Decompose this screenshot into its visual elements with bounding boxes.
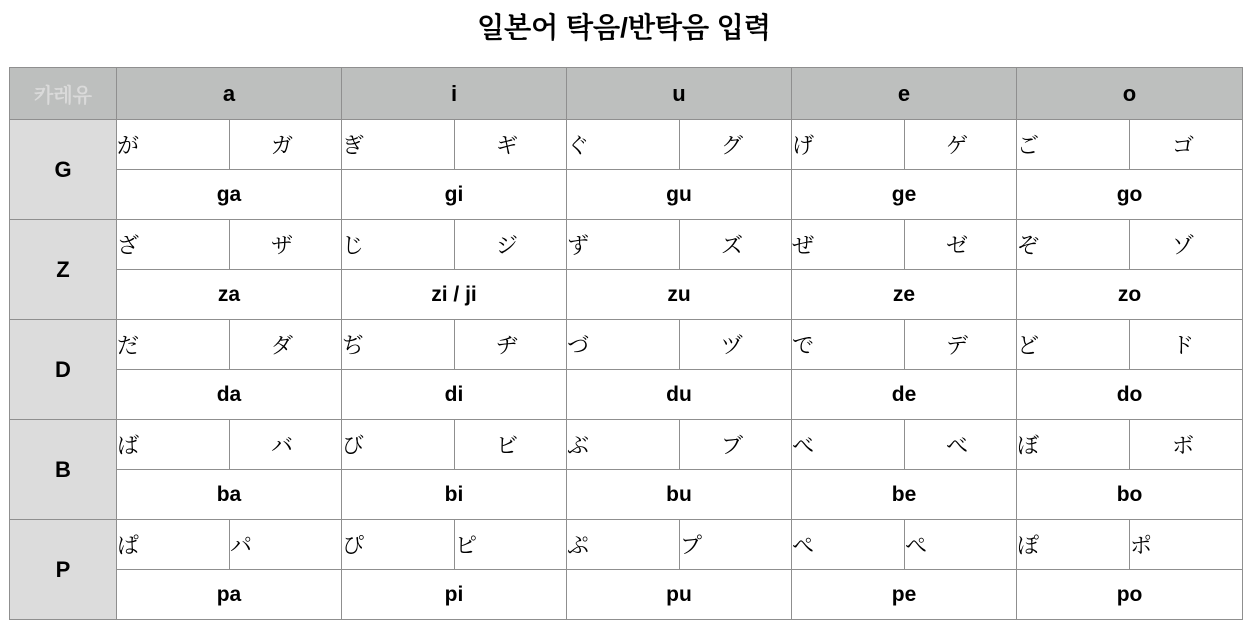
vowel-header-e: e (792, 68, 1017, 120)
katakana-zo: ゾ (1130, 220, 1243, 270)
hiragana-zu: ず (567, 220, 680, 270)
hiragana-da: だ (117, 320, 230, 370)
katakana-go: ゴ (1130, 120, 1243, 170)
katakana-za: ザ (230, 220, 342, 270)
katakana-gu: グ (680, 120, 792, 170)
katakana-pi: ピ (455, 520, 567, 570)
kana-row-z (10, 220, 1243, 270)
katakana-pu: プ (680, 520, 792, 570)
hiragana-gi: ぎ (342, 120, 455, 170)
katakana-ba: バ (230, 420, 342, 470)
romaji-da: da (117, 370, 342, 420)
hiragana-po: ぽ (1017, 520, 1130, 570)
consonant-label-g: G (10, 120, 117, 220)
katakana-da: ダ (230, 320, 342, 370)
katakana-di: ヂ (455, 320, 567, 370)
katakana-bu: ブ (680, 420, 792, 470)
hiragana-de: で (792, 320, 905, 370)
romaji-pu: pu (567, 570, 792, 620)
katakana-ze: ゼ (905, 220, 1017, 270)
romaji-de: de (792, 370, 1017, 420)
consonant-label-b: B (10, 420, 117, 520)
hiragana-pi: ぴ (342, 520, 455, 570)
romaji-go: go (1017, 170, 1243, 220)
romaji-bu: bu (567, 470, 792, 520)
header-row (10, 68, 1243, 120)
hiragana-pe: ぺ (792, 520, 905, 570)
katakana-gi: ギ (455, 120, 567, 170)
romaji-row-z (10, 270, 1243, 320)
kana-row-b (10, 420, 1243, 470)
romaji-ba: ba (117, 470, 342, 520)
hiragana-bi: び (342, 420, 455, 470)
hiragana-za: ざ (117, 220, 230, 270)
romaji-gi: gi (342, 170, 567, 220)
hiragana-go: ご (1017, 120, 1130, 170)
romaji-row-g (10, 170, 1243, 220)
katakana-pa: パ (230, 520, 342, 570)
consonant-label-z: Z (10, 220, 117, 320)
romaji-ga: ga (117, 170, 342, 220)
dakuon-table (9, 67, 1243, 620)
romaji-za: za (117, 270, 342, 320)
hiragana-ge: げ (792, 120, 905, 170)
kana-row-p (10, 520, 1243, 570)
kana-row-g (10, 120, 1243, 170)
hiragana-di: ぢ (342, 320, 455, 370)
hiragana-gu: ぐ (567, 120, 680, 170)
hiragana-be: べ (792, 420, 905, 470)
romaji-row-d (10, 370, 1243, 420)
romaji-bi: bi (342, 470, 567, 520)
romaji-pe: pe (792, 570, 1017, 620)
romaji-di: di (342, 370, 567, 420)
hiragana-pu: ぷ (567, 520, 680, 570)
consonant-label-p: P (10, 520, 117, 620)
romaji-zi: zi / ji (342, 270, 567, 320)
romaji-row-b (10, 470, 1243, 520)
vowel-header-o: o (1017, 68, 1243, 120)
kana-row-d (10, 320, 1243, 370)
vowel-header-u: u (567, 68, 792, 120)
katakana-po: ポ (1130, 520, 1243, 570)
katakana-bi: ビ (455, 420, 567, 470)
romaji-ze: ze (792, 270, 1017, 320)
hiragana-bu: ぶ (567, 420, 680, 470)
page-title: 일본어 탁음/반탁음 입력 (477, 12, 771, 43)
romaji-bo: bo (1017, 470, 1243, 520)
hiragana-zo: ぞ (1017, 220, 1130, 270)
romaji-ge: ge (792, 170, 1017, 220)
katakana-du: ヅ (680, 320, 792, 370)
romaji-be: be (792, 470, 1017, 520)
romaji-row-p (10, 570, 1243, 620)
romaji-zu: zu (567, 270, 792, 320)
hiragana-pa: ぱ (117, 520, 230, 570)
hiragana-ba: ば (117, 420, 230, 470)
hiragana-ze: ぜ (792, 220, 905, 270)
corner-watermark: 카레유 (10, 68, 117, 120)
katakana-ga: ガ (230, 120, 342, 170)
katakana-ge: ゲ (905, 120, 1017, 170)
romaji-gu: gu (567, 170, 792, 220)
hiragana-du: づ (567, 320, 680, 370)
vowel-header-a: a (117, 68, 342, 120)
hiragana-ga: が (117, 120, 230, 170)
katakana-do: ド (1130, 320, 1243, 370)
romaji-pa: pa (117, 570, 342, 620)
romaji-pi: pi (342, 570, 567, 620)
katakana-zi: ジ (455, 220, 567, 270)
romaji-zo: zo (1017, 270, 1243, 320)
katakana-bo: ボ (1130, 420, 1243, 470)
romaji-do: do (1017, 370, 1243, 420)
katakana-be: べ (905, 420, 1017, 470)
katakana-zu: ズ (680, 220, 792, 270)
hiragana-bo: ぼ (1017, 420, 1130, 470)
romaji-po: po (1017, 570, 1243, 620)
vowel-header-i: i (342, 68, 567, 120)
consonant-label-d: D (10, 320, 117, 420)
romaji-du: du (567, 370, 792, 420)
hiragana-do: ど (1017, 320, 1130, 370)
hiragana-zi: じ (342, 220, 455, 270)
katakana-pe: ぺ (905, 520, 1017, 570)
table-body (10, 120, 1243, 620)
katakana-de: デ (905, 320, 1017, 370)
